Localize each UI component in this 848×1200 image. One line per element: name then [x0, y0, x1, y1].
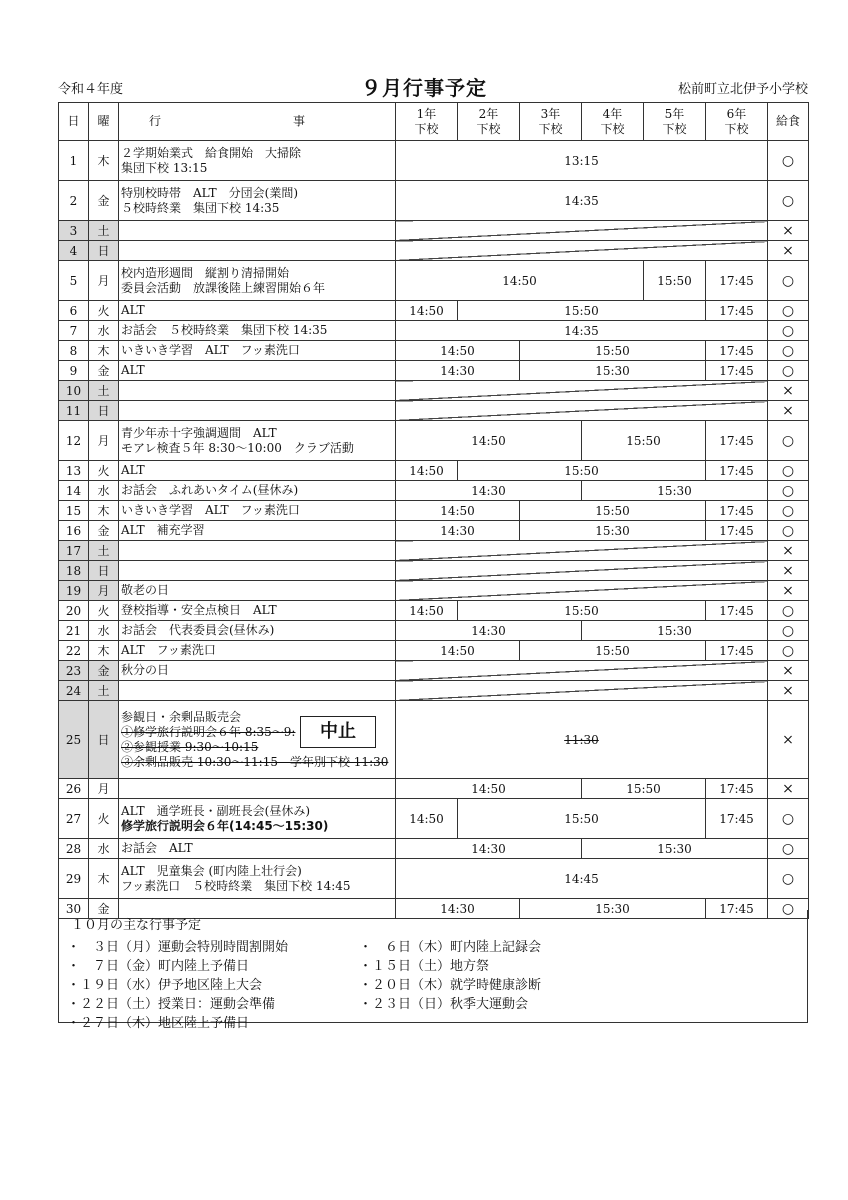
lunch-cell: ×	[768, 661, 809, 681]
no-school-cell	[396, 581, 768, 601]
weekday-cell: 火	[89, 601, 119, 621]
event-line: 青少年赤十字強調週間 ALT	[121, 425, 277, 440]
event-line: 登校指導・安全点検日 ALT	[121, 603, 277, 617]
weekday-cell: 土	[89, 381, 119, 401]
page-title: ９月行事予定	[361, 76, 487, 100]
dismissal-time-cell: 15:50	[458, 799, 706, 839]
fiscal-year-label: 令和４年度	[58, 82, 124, 97]
event-cell	[119, 421, 396, 461]
no-school-cell	[396, 561, 768, 581]
dismissal-time-cell: 14:50	[396, 601, 458, 621]
lunch-cell: ×	[768, 561, 809, 581]
dismissal-time-cell: 17:45	[706, 799, 768, 839]
table-row	[59, 681, 809, 701]
october-event-item: ・ ７日（金）町内陸上予備日	[67, 959, 250, 974]
event-line: お話会 代表委員会(昼休み)	[121, 623, 275, 637]
weekday-cell: 火	[89, 461, 119, 481]
event-line: 秋分の日	[121, 663, 170, 677]
header-grade2: 2年 下校	[458, 103, 520, 141]
dismissal-time-cell: 14:50	[396, 641, 520, 661]
no-school-cell	[396, 661, 768, 681]
event-cell	[119, 681, 396, 701]
event-line: 集団下校 13:15	[121, 160, 208, 175]
lunch-cell: ×	[768, 779, 809, 799]
event-line: 校内造形週間 縦割り清掃開始	[121, 265, 290, 280]
dismissal-time-cell: 14:50	[396, 301, 458, 321]
weekday-cell: 金	[89, 361, 119, 381]
dismissal-time-cell: 14:45	[396, 859, 768, 899]
lunch-cell: ○	[768, 361, 809, 381]
lunch-cell: ○	[768, 899, 809, 919]
no-school-cell	[396, 681, 768, 701]
lunch-cell: ×	[768, 681, 809, 701]
lunch-cell: ○	[768, 141, 809, 181]
day-cell: 17	[59, 541, 89, 561]
dismissal-time-cell: 17:45	[706, 899, 768, 919]
event-line: ③余剰品販売 10:30〜11:15 学年別下校 11:30	[121, 754, 389, 769]
dismissal-time-cell: 14:30	[396, 361, 520, 381]
event-line: ５校時終業 集団下校 14:35	[121, 200, 280, 215]
lunch-cell: ×	[768, 381, 809, 401]
day-cell: 16	[59, 521, 89, 541]
weekday-cell: 水	[89, 839, 119, 859]
table-row	[59, 621, 809, 641]
event-cell	[119, 621, 396, 641]
weekday-cell: 土	[89, 541, 119, 561]
dismissal-time-cell: 15:50	[644, 261, 706, 301]
table-row	[59, 661, 809, 681]
dismissal-time-cell: 15:50	[458, 601, 706, 621]
table-row	[59, 541, 809, 561]
october-events-box	[58, 910, 808, 1031]
dismissal-time-cell: 14:50	[396, 261, 644, 301]
day-cell: 21	[59, 621, 89, 641]
table-row	[59, 401, 809, 421]
weekday-cell: 火	[89, 301, 119, 321]
dismissal-time-cell: 14:30	[396, 521, 520, 541]
october-event-item: ・１５日（土）地方祭	[359, 959, 490, 974]
table-row	[59, 141, 809, 181]
dismissal-time-cell: 17:45	[706, 501, 768, 521]
table-row	[59, 421, 809, 461]
dismissal-time-cell: 15:30	[520, 521, 706, 541]
day-cell: 30	[59, 899, 89, 919]
weekday-cell: 水	[89, 481, 119, 501]
lunch-cell: ○	[768, 641, 809, 661]
table-row	[59, 241, 809, 261]
dismissal-time-cell: 14:50	[396, 799, 458, 839]
weekday-cell: 木	[89, 141, 119, 181]
lunch-cell: ○	[768, 301, 809, 321]
event-line: お話会 ５校時終業 集団下校 14:35	[121, 323, 328, 337]
weekday-cell: 日	[89, 701, 119, 779]
weekday-cell: 木	[89, 641, 119, 661]
header-grade1: 1年 下校	[396, 103, 458, 141]
day-cell: 15	[59, 501, 89, 521]
event-cell	[119, 361, 396, 381]
event-line: ALT フッ素洗口	[121, 643, 216, 657]
event-cell	[119, 601, 396, 621]
weekday-cell: 日	[89, 561, 119, 581]
day-cell: 5	[59, 261, 89, 301]
event-line: ALT	[121, 303, 145, 317]
dismissal-time-cell: 15:50	[458, 301, 706, 321]
day-cell: 10	[59, 381, 89, 401]
dismissal-time-cell: 14:35	[396, 181, 768, 221]
day-cell: 27	[59, 799, 89, 839]
event-line: 参観日・余剰品販売会	[121, 709, 242, 724]
dismissal-time-cell: 17:45	[706, 461, 768, 481]
weekday-cell: 日	[89, 241, 119, 261]
event-cell	[119, 859, 396, 899]
event-cell	[119, 221, 396, 241]
lunch-cell: ○	[768, 621, 809, 641]
event-line: ①修学旅行説明会６年 8:35〜9:	[121, 724, 296, 739]
event-cell	[119, 261, 396, 301]
dismissal-time-cell: 14:50	[396, 341, 520, 361]
day-cell: 29	[59, 859, 89, 899]
event-line: お話会 ALT	[121, 841, 193, 855]
dismissal-time-cell: 14:35	[396, 321, 768, 341]
dismissal-time-cell: 17:45	[706, 521, 768, 541]
table-row	[59, 381, 809, 401]
event-line: ２学期始業式 給食開始 大掃除	[121, 145, 302, 160]
event-line: ALT 通学班長・副班長会(昼休み)	[121, 803, 311, 818]
table-row	[59, 859, 809, 899]
lunch-cell: ○	[768, 461, 809, 481]
dismissal-time-cell: 15:30	[582, 621, 768, 641]
lunch-cell: ○	[768, 181, 809, 221]
no-school-cell	[396, 541, 768, 561]
lunch-cell: ○	[768, 859, 809, 899]
day-cell: 24	[59, 681, 89, 701]
lunch-cell: ×	[768, 541, 809, 561]
table-row	[59, 799, 809, 839]
event-cell	[119, 501, 396, 521]
lunch-cell: ×	[768, 241, 809, 261]
header-grade6: 6年 下校	[706, 103, 768, 141]
event-cell	[119, 321, 396, 341]
day-cell: 23	[59, 661, 89, 681]
day-cell: 13	[59, 461, 89, 481]
dismissal-time-cell: 14:50	[396, 461, 458, 481]
weekday-cell: 月	[89, 779, 119, 799]
day-cell: 7	[59, 321, 89, 341]
weekday-cell: 木	[89, 341, 119, 361]
table-row	[59, 521, 809, 541]
weekday-cell: 月	[89, 421, 119, 461]
dismissal-time-cell: 15:50	[458, 461, 706, 481]
header-grade3: 3年 下校	[520, 103, 582, 141]
event-line: フッ素洗口 ５校時終業 集団下校 14:45	[121, 878, 351, 893]
no-school-cell	[396, 241, 768, 261]
header-events: 行 事	[119, 103, 396, 141]
day-cell: 20	[59, 601, 89, 621]
dismissal-time-cell: 15:50	[582, 779, 706, 799]
lunch-cell: ×	[768, 701, 809, 779]
weekday-cell: 金	[89, 521, 119, 541]
weekday-cell: 月	[89, 261, 119, 301]
weekday-cell: 土	[89, 221, 119, 241]
dismissal-time-cell: 17:45	[706, 301, 768, 321]
weekday-cell: 木	[89, 501, 119, 521]
lunch-cell: ○	[768, 521, 809, 541]
school-name: 松前町立北伊予小学校	[677, 82, 808, 97]
event-cell	[119, 581, 396, 601]
weekday-cell: 金	[89, 899, 119, 919]
event-cell	[119, 141, 396, 181]
dismissal-time-cell: 17:45	[706, 261, 768, 301]
weekday-cell: 日	[89, 401, 119, 421]
event-line: 委員会活動 放課後陸上練習開始６年	[121, 280, 326, 295]
lunch-cell: ○	[768, 839, 809, 859]
weekday-cell: 土	[89, 681, 119, 701]
event-cell	[119, 341, 396, 361]
day-cell: 14	[59, 481, 89, 501]
table-row	[59, 321, 809, 341]
table-row	[59, 581, 809, 601]
dismissal-time-cell: 15:30	[582, 839, 768, 859]
event-cell	[119, 461, 396, 481]
october-event-item: ・２０日（木）就学時健康診断	[359, 978, 542, 993]
weekday-cell: 金	[89, 181, 119, 221]
table-row	[59, 361, 809, 381]
day-cell: 9	[59, 361, 89, 381]
event-line: ALT 補充学習	[121, 523, 205, 537]
table-row	[59, 641, 809, 661]
october-event-item: ・１９日（水）伊予地区陸上大会	[67, 978, 263, 993]
lunch-cell: ○	[768, 261, 809, 301]
day-cell: 8	[59, 341, 89, 361]
event-cell	[119, 661, 396, 681]
day-cell: 18	[59, 561, 89, 581]
dismissal-time-cell: 15:50	[520, 641, 706, 661]
day-cell: 28	[59, 839, 89, 859]
header-weekday: 曜	[89, 103, 119, 141]
day-cell: 3	[59, 221, 89, 241]
dismissal-time-cell: 14:50	[396, 501, 520, 521]
day-cell: 11	[59, 401, 89, 421]
weekday-cell: 火	[89, 799, 119, 839]
day-cell: 4	[59, 241, 89, 261]
day-cell: 25	[59, 701, 89, 779]
header-grade4: 4年 下校	[582, 103, 644, 141]
october-event-item: ・２３日（日）秋季大運動会	[359, 997, 529, 1012]
table-row	[59, 839, 809, 859]
table-row	[59, 701, 809, 779]
table-row	[59, 301, 809, 321]
lunch-cell: ○	[768, 481, 809, 501]
dismissal-time-cell: 15:50	[520, 501, 706, 521]
october-event-item: ・２２日（土）授業日：運動会準備	[67, 997, 276, 1012]
day-cell: 26	[59, 779, 89, 799]
dismissal-time-cell: 17:45	[706, 341, 768, 361]
october-event-item: ・２７日（木）地区陸上予備日	[67, 1016, 250, 1031]
day-cell: 12	[59, 421, 89, 461]
event-line: ALT	[121, 463, 145, 477]
event-cell	[119, 641, 396, 661]
dismissal-time-cell: 15:30	[520, 899, 706, 919]
lunch-cell: ○	[768, 341, 809, 361]
event-line: 修学旅行説明会６年(14:45〜15:30)	[121, 818, 329, 833]
table-row	[59, 561, 809, 581]
table-row	[59, 501, 809, 521]
event-line: お話会 ふれあいタイム(昼休み)	[121, 483, 299, 497]
day-cell: 2	[59, 181, 89, 221]
lunch-cell: ○	[768, 421, 809, 461]
weekday-cell: 水	[89, 621, 119, 641]
dismissal-time-cell: 14:30	[396, 621, 582, 641]
dismissal-time-cell: 17:45	[706, 641, 768, 661]
day-cell: 1	[59, 141, 89, 181]
event-line: いきいき学習 ALT フッ素洗口	[121, 343, 300, 357]
table-row	[59, 481, 809, 501]
dismissal-time-cell: 17:45	[706, 361, 768, 381]
event-cell	[119, 481, 396, 501]
event-cell	[119, 839, 396, 859]
october-event-item: ・ ６日（木）町内陸上記録会	[359, 940, 542, 955]
event-cell	[119, 779, 396, 799]
dismissal-time-cell: 15:30	[520, 361, 706, 381]
day-cell: 6	[59, 301, 89, 321]
dismissal-time-cell: 15:30	[582, 481, 768, 501]
weekday-cell: 月	[89, 581, 119, 601]
table-row	[59, 779, 809, 799]
dismissal-time-cell: 13:15	[396, 141, 768, 181]
event-cell	[119, 381, 396, 401]
table-row	[59, 461, 809, 481]
no-school-cell	[396, 401, 768, 421]
event-cell	[119, 799, 396, 839]
lunch-cell: ×	[768, 581, 809, 601]
table-row	[59, 601, 809, 621]
dismissal-time-cell: 14:30	[396, 481, 582, 501]
dismissal-time-cell: 15:50	[520, 341, 706, 361]
event-line: ALT 児童集会 (町内陸上壮行会)	[121, 863, 302, 878]
dismissal-time-cell: 17:45	[706, 421, 768, 461]
lunch-cell: ○	[768, 501, 809, 521]
day-cell: 22	[59, 641, 89, 661]
no-school-cell	[396, 221, 768, 241]
lunch-cell: ×	[768, 221, 809, 241]
lunch-cell: ○	[768, 321, 809, 341]
table-row	[59, 221, 809, 241]
table-row	[59, 261, 809, 301]
event-cell	[119, 401, 396, 421]
cancel-stamp: 中止	[300, 716, 376, 748]
event-line: いきいき学習 ALT フッ素洗口	[121, 503, 300, 517]
october-event-item: ・ ３日（月）運動会特別時間割開始	[67, 940, 289, 955]
dismissal-time-cell: 17:45	[706, 779, 768, 799]
lunch-cell: ○	[768, 799, 809, 839]
october-title: １０月の主な行事予定	[71, 918, 202, 933]
event-line: 敬老の日	[121, 583, 170, 597]
event-cell	[119, 241, 396, 261]
dismissal-time-cell: 14:50	[396, 421, 582, 461]
dismissal-time-cell: 11:30	[396, 701, 768, 779]
lunch-cell: ○	[768, 601, 809, 621]
header-lunch: 給食	[768, 103, 809, 141]
header-grade5: 5年 下校	[644, 103, 706, 141]
weekday-cell: 木	[89, 859, 119, 899]
event-cell	[119, 181, 396, 221]
table-row	[59, 181, 809, 221]
dismissal-time-cell: 14:30	[396, 899, 520, 919]
weekday-cell: 金	[89, 661, 119, 681]
dismissal-time-cell: 14:30	[396, 839, 582, 859]
event-cell	[119, 541, 396, 561]
dismissal-time-cell: 15:50	[582, 421, 706, 461]
event-line: ②参観授業 9:30〜10:15	[121, 739, 259, 754]
dismissal-time-cell: 17:45	[706, 601, 768, 621]
event-cell	[119, 521, 396, 541]
event-cell	[119, 301, 396, 321]
header-day: 日	[59, 103, 89, 141]
table-row	[59, 341, 809, 361]
event-line: モアレ検査５年 8:30〜10:00 クラブ活動	[121, 440, 354, 455]
day-cell: 19	[59, 581, 89, 601]
weekday-cell: 水	[89, 321, 119, 341]
event-line: 特別校時帯 ALT 分団会(業間)	[121, 185, 299, 200]
lunch-cell: ×	[768, 401, 809, 421]
event-cell	[119, 561, 396, 581]
schedule-table	[58, 102, 809, 919]
no-school-cell	[396, 381, 768, 401]
dismissal-time-cell: 14:50	[396, 779, 582, 799]
event-line: ALT	[121, 363, 145, 377]
